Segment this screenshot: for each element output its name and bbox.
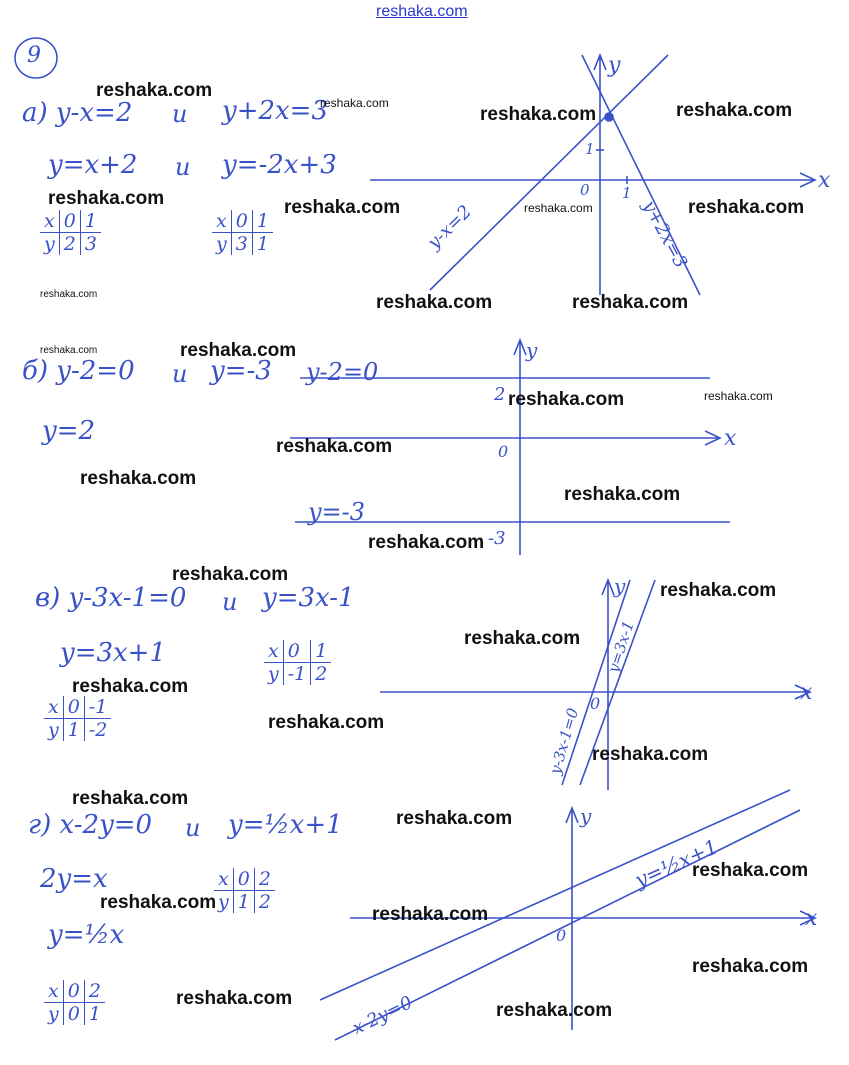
watermark: reshaka.com — [464, 628, 581, 649]
watermark: reshaka.com — [48, 188, 165, 209]
g-step2: y=½x — [48, 920, 125, 950]
a-y-label: y — [608, 53, 621, 78]
a-origin: 0 — [580, 181, 590, 199]
v-statement-left: в) y-3x-1=0 — [35, 583, 187, 613]
watermark: reshaka.com — [276, 436, 393, 457]
a-line-y-x-2 — [430, 55, 668, 290]
g-y-label: y — [580, 804, 592, 828]
a-conj-2: и — [175, 153, 191, 181]
watermark: reshaka.com — [96, 80, 213, 101]
a-solved-left: y=x+2 — [48, 150, 138, 180]
watermark: reshaka.com — [396, 808, 513, 829]
b-tick-neg3: -3 — [488, 528, 506, 549]
a-table-1: x 0 1 y 2 3 — [40, 210, 101, 255]
watermark: reshaka.com — [704, 389, 773, 403]
watermark: reshaka.com — [284, 197, 401, 218]
g-step1: 2y=x — [40, 864, 108, 894]
watermark: reshaka.com — [592, 744, 709, 765]
watermark: reshaka.com — [40, 345, 98, 356]
watermark: reshaka.com — [508, 389, 625, 410]
v-y-label: y — [614, 574, 626, 598]
watermark: reshaka.com — [368, 532, 485, 553]
watermark: reshaka.com — [496, 1000, 613, 1021]
watermark: reshaka.com — [72, 788, 189, 809]
watermark: reshaka.com — [80, 468, 197, 489]
b-solved: y=2 — [42, 416, 96, 446]
a-solved-right: y=-2x+3 — [222, 150, 337, 180]
a-conj: и — [172, 100, 188, 128]
b-line2-label: y=-3 — [308, 498, 366, 526]
b-conj: и — [172, 360, 188, 388]
v-conj: и — [222, 588, 238, 616]
g-conj: и — [185, 814, 201, 842]
watermark: reshaka.com — [176, 988, 293, 1009]
watermark: reshaka.com — [676, 100, 793, 121]
v-line1-label: y-3x-1=0 — [546, 706, 583, 777]
a-one-x: 1 — [622, 184, 632, 202]
v-table-1: x 0 -1 y 1 -2 — [44, 696, 111, 741]
b-origin: 0 — [498, 442, 509, 461]
g-line1-label: y=½x+1 — [631, 834, 722, 893]
watermark: reshaka.com — [376, 292, 493, 313]
watermark: reshaka.com — [564, 484, 681, 505]
a-statement-left: а) y-x=2 — [22, 98, 133, 128]
watermark: reshaka.com — [72, 676, 189, 697]
g-table-2: x 0 2 y 0 1 — [44, 980, 105, 1025]
site-link[interactable]: reshaka.com — [376, 3, 468, 20]
a-one-y: 1 — [585, 140, 595, 158]
v-origin: 0 — [590, 694, 601, 713]
b-y-label: y — [526, 338, 538, 362]
v-x-label: x — [800, 680, 813, 705]
b-tick-2: 2 — [494, 384, 506, 405]
watermark: reshaka.com — [524, 201, 593, 215]
b-statement-left: б) y-2=0 — [22, 356, 135, 386]
watermark: reshaka.com — [572, 292, 689, 313]
watermark: reshaka.com — [172, 564, 289, 585]
b-statement-right: y=-3 — [210, 356, 272, 386]
watermark: reshaka.com — [480, 104, 597, 125]
watermark: reshaka.com — [40, 289, 98, 300]
g-table-1: x 0 2 y 1 2 — [214, 868, 275, 913]
problem-number: 9 — [27, 43, 41, 68]
v-table-2: x 0 1 y -1 2 — [264, 640, 331, 685]
watermark: reshaka.com — [372, 904, 489, 925]
v-line2-label: y=3x-1 — [604, 618, 638, 675]
g-statement-left: г) x-2y=0 — [28, 810, 153, 840]
watermark: reshaka.com — [268, 712, 385, 733]
b-x-label: x — [724, 426, 737, 451]
b-line1-label: y-2=0 — [306, 358, 379, 386]
a-statement-right: y+2x=3 — [222, 96, 329, 126]
watermark: reshaka.com — [692, 860, 809, 881]
watermark: reshaka.com — [320, 96, 389, 110]
watermark: reshaka.com — [100, 892, 217, 913]
a-line2-label: y+2x=3 — [638, 197, 692, 272]
v-statement-right: y=3x-1 — [262, 583, 355, 613]
g-origin: 0 — [556, 926, 567, 945]
watermark: reshaka.com — [692, 956, 809, 977]
a-intersection-point — [605, 113, 613, 121]
g-statement-right: y=½x+1 — [228, 810, 343, 840]
a-x-label: x — [818, 168, 831, 193]
watermark: reshaka.com — [180, 340, 297, 361]
watermark: reshaka.com — [688, 197, 805, 218]
watermark: reshaka.com — [660, 580, 777, 601]
g-x-label: x — [805, 906, 818, 931]
g-line2-label: x-2y=0 — [349, 992, 416, 1040]
a-line1-label: y-x=2 — [423, 201, 476, 254]
a-table-2: x 0 1 y 3 1 — [212, 210, 273, 255]
v-solved: y=3x+1 — [60, 638, 167, 668]
